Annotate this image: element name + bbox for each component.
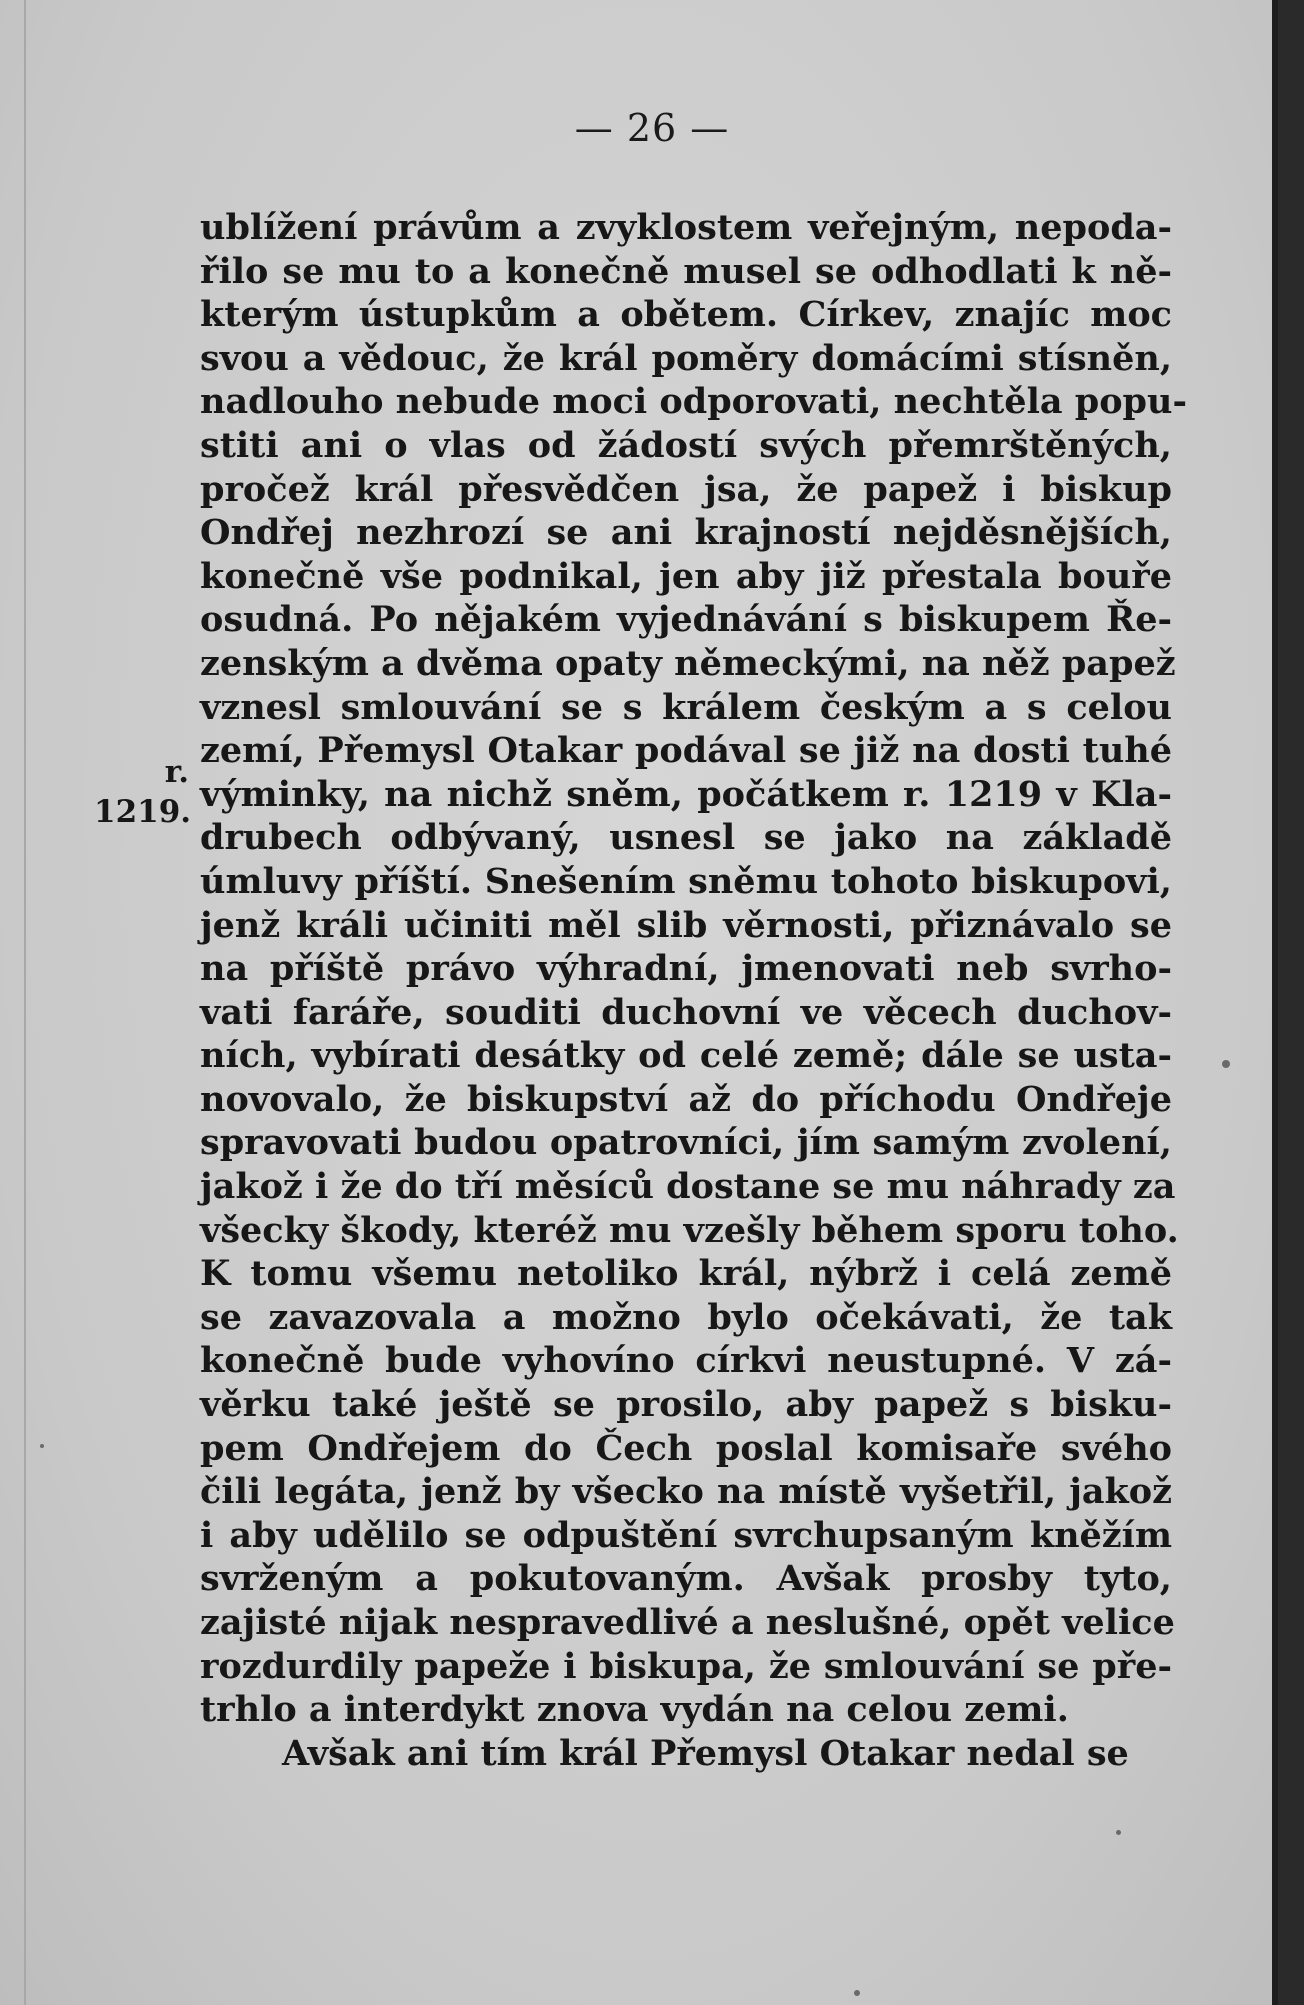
paper-speck (1222, 1060, 1230, 1068)
text-line: i aby udělilo se odpuštění svrchupsaným kněžím (200, 1514, 1172, 1556)
text-line: řilo se mu to a konečně musel se odhodlati k ně- (200, 250, 1172, 292)
text-line: zajisté nijak nespravedlivé a neslušné, opět velice (200, 1602, 1175, 1643)
text-line: ublížení právům a zvyklostem veřejným, nepoda- (200, 207, 1172, 248)
margin-note-line: r. (164, 754, 189, 790)
text-line: drubech odbývaný, usnesl se jako na základě (200, 817, 1172, 859)
text-line: zenským a dvěma opaty německými, na něž papež (200, 642, 1176, 684)
text-line: ních, vybírati desátky od celé země; dále se usta- (200, 1035, 1172, 1077)
text-line: Ondřej nezhrozí se ani krajností nejděsnějších, (200, 512, 1172, 554)
text-line: konečně bude vyhovíno církvi neustupné. V zá- (200, 1340, 1172, 1382)
text-line: kterým ústupkům a obětem. Církev, znajíc moc (200, 294, 1172, 336)
text-line: jenž králi učiniti měl slib věrnosti, přiznávalo se (200, 904, 1172, 946)
text-line: rozdurdily papeže i biskupa, že smlouvání se pře- (200, 1645, 1172, 1687)
margin-note-year (94, 752, 192, 832)
text-line: jakož i že do tří měsíců dostane se mu náhrady za (200, 1166, 1176, 1208)
paper-speck (854, 1990, 860, 1996)
text-line: zemí, Přemysl Otakar podával se již na dosti tuhé (200, 730, 1172, 772)
text-line: K tomu všemu netoliko král, nýbrž i celá země (200, 1253, 1172, 1295)
text-line: konečně vše podnikal, jen aby již přestala bouře (200, 555, 1172, 597)
text-line: Avšak ani tím král Přemysl Otakar nedal se (282, 1732, 1129, 1774)
text-line: věrku také ještě se prosilo, aby papež s bisku- (200, 1384, 1172, 1426)
text-line: svou a vědouc, že král poměry domácími stísněn, (200, 337, 1172, 379)
text-line: osudná. Po nějakém vyjednávání s biskupem Ře- (200, 599, 1172, 641)
text-line: novovalo, že biskupství až do příchodu Ondřeje (200, 1078, 1172, 1120)
text-line: nadlouho nebude moci odporovati, nechtěla popu- (200, 381, 1187, 423)
body-text (200, 206, 1187, 1775)
text-line: čili legáta, jenž by všecko na místě vyšetřil, jakož (200, 1471, 1172, 1513)
scan-edge-right (1272, 0, 1278, 2005)
text-line: spravovati budou opatrovníci, jím samým zvolení, (200, 1122, 1172, 1164)
text-line: svrženým a pokutovaným. Avšak prosby tyto, (200, 1558, 1172, 1600)
text-line: se zavazovala a možno bylo očekávati, že tak (200, 1296, 1172, 1338)
text-line: pročež král přesvědčen jsa, že papež i biskup (200, 468, 1172, 510)
text-line: výminky, na nichž sněm, počátkem r. 1219 v Kla- (200, 773, 1172, 815)
text-line: všecky škody, kteréž mu vzešly během sporu toho. (200, 1209, 1179, 1251)
text-line: stiti ani o vlas od žádostí svých přemrštěných, (200, 424, 1172, 466)
page-number: — 26 — (574, 106, 730, 150)
text-line: na příště právo výhradní, jmenovati neb svrho- (200, 948, 1172, 990)
scan-edge-left (24, 0, 26, 2005)
paper-speck (40, 1444, 44, 1448)
text-line: úmluvy příští. Snešením sněmu tohoto biskupovi, (200, 860, 1172, 902)
paper-speck (1116, 1830, 1121, 1835)
text-line: vznesl smlouvání se s králem českým a s celou (200, 686, 1172, 728)
margin-note-line: 1219. (94, 794, 192, 830)
text-line: vati faráře, souditi duchovní ve věcech duchov- (200, 991, 1172, 1033)
text-line: trhlo a interdykt znova vydán na celou zemi. (200, 1689, 1069, 1731)
text-line: pem Ondřejem do Čech poslal komisaře svého (200, 1427, 1172, 1469)
